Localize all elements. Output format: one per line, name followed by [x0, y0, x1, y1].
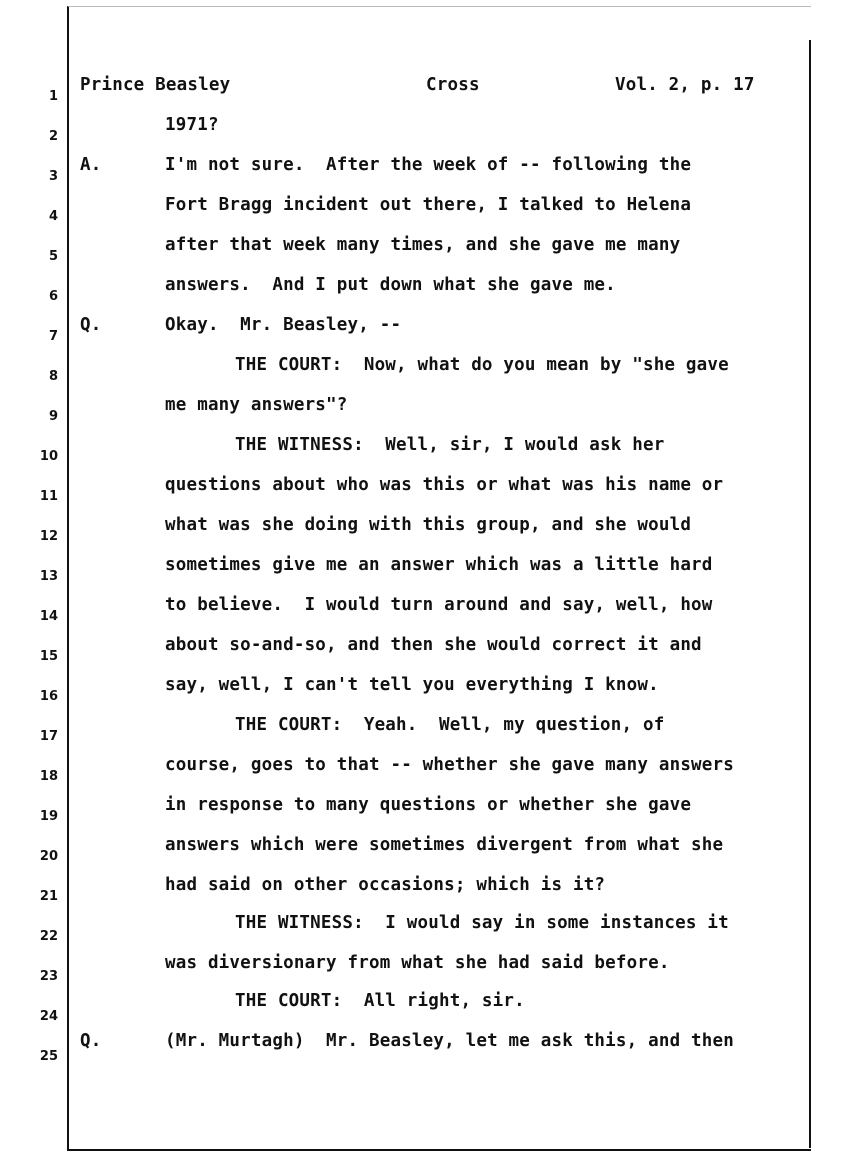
line-number: 16 [39, 689, 58, 704]
header-witness-name: Prince Beasley [80, 75, 231, 95]
line-number: 25 [39, 1049, 58, 1064]
line-number: 9 [48, 409, 58, 424]
right-margin-rule [809, 40, 811, 1148]
transcript-line: had said on other occasions; which is it? [165, 875, 606, 895]
line-number: 1 [48, 89, 58, 104]
line-number: 3 [48, 169, 58, 184]
speaker-marker: Q. [80, 1031, 102, 1051]
line-number: 20 [39, 849, 58, 864]
line-number: 22 [39, 929, 58, 944]
line-number: 5 [48, 249, 58, 264]
header-section: Cross [426, 75, 480, 95]
line-number: 8 [48, 369, 58, 384]
speaker-marker: A. [80, 155, 102, 175]
line-number: 6 [48, 289, 58, 304]
page-frame [67, 6, 811, 1151]
transcript-line: was diversionary from what she had said before. [165, 953, 670, 973]
line-number: 23 [39, 969, 58, 984]
line-number: 4 [48, 209, 58, 224]
transcript-line: (Mr. Murtagh) Mr. Beasley, let me ask this, and then [165, 1031, 735, 1051]
transcript-line: Okay. Mr. Beasley, -- [165, 315, 402, 335]
line-number: 21 [39, 889, 58, 904]
transcript-line: THE WITNESS: I would say in some instances it [235, 913, 729, 933]
line-number: 11 [39, 489, 58, 504]
line-number: 24 [39, 1009, 58, 1024]
transcript-line: about so-and-so, and then she would correct it and [165, 635, 702, 655]
line-number: 12 [39, 529, 58, 544]
line-number: 7 [48, 329, 58, 344]
speaker-marker: Q. [80, 315, 102, 335]
transcript-line: course, goes to that -- whether she gave many answers [165, 755, 735, 775]
line-number: 18 [39, 769, 58, 784]
transcript-line: in response to many questions or whether she gave [165, 795, 692, 815]
transcript-line: questions about who was this or what was his name or [165, 475, 724, 495]
transcript-line: I'm not sure. After the week of -- following the [165, 155, 692, 175]
line-number: 13 [39, 569, 58, 584]
transcript-line: after that week many times, and she gave me many [165, 235, 681, 255]
transcript-line: say, well, I can't tell you everything I know. [165, 675, 659, 695]
transcript-line: me many answers"? [165, 395, 348, 415]
transcript-line: 1971? [165, 115, 219, 135]
transcript-line: THE WITNESS: Well, sir, I would ask her [235, 435, 665, 455]
transcript-line: Fort Bragg incident out there, I talked to Helena [165, 195, 692, 215]
line-number: 10 [39, 449, 58, 464]
line-number: 2 [48, 129, 58, 144]
transcript-line: THE COURT: All right, sir. [235, 991, 525, 1011]
transcript-line: answers. And I put down what she gave me. [165, 275, 616, 295]
line-number: 17 [39, 729, 58, 744]
transcript-line: THE COURT: Yeah. Well, my question, of [235, 715, 665, 735]
transcript-line: answers which were sometimes divergent from what she [165, 835, 724, 855]
line-number: 19 [39, 809, 58, 824]
transcript-line: to believe. I would turn around and say, well, how [165, 595, 713, 615]
line-number: 15 [39, 649, 58, 664]
header-volume-page: Vol. 2, p. 17 [615, 75, 755, 95]
transcript-line: sometimes give me an answer which was a little hard [165, 555, 713, 575]
transcript-line: what was she doing with this group, and she would [165, 515, 692, 535]
transcript-line: THE COURT: Now, what do you mean by "she gave [235, 355, 729, 375]
line-number: 14 [39, 609, 58, 624]
